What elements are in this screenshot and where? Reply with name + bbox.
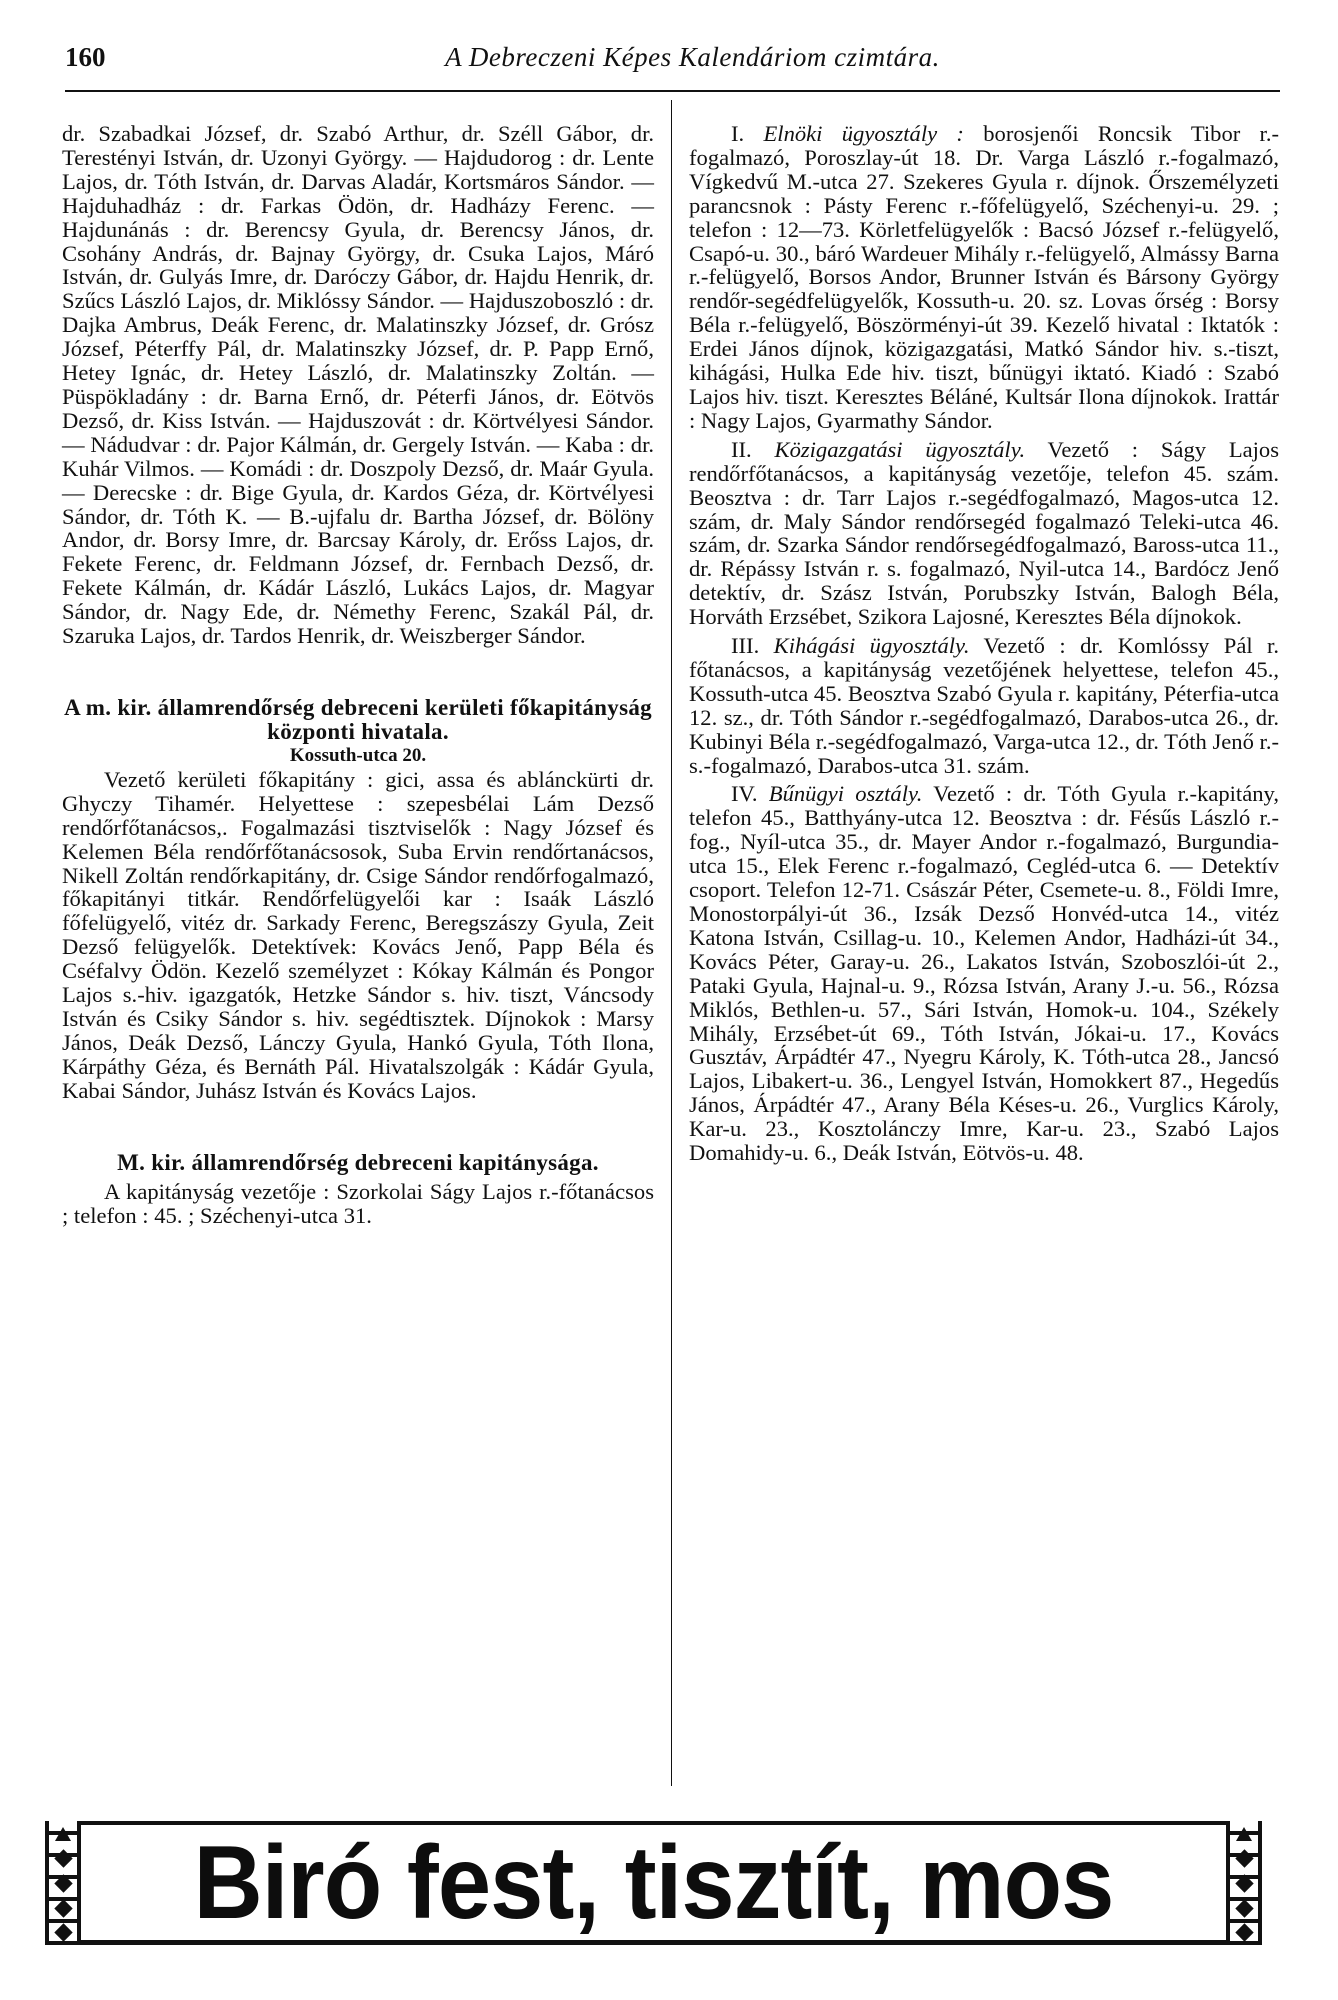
department-name: Elnöki ügyosztály : bbox=[763, 121, 964, 146]
left-column bbox=[62, 122, 654, 1227]
district-lawyers-list: dr. Szabadkai József, dr. Szabó Arthur, dr. Széll Gábor, dr. Terestényi István, dr. Uzonyi György. — Hajdudorog : dr. Lente Lajos, dr. Tóth István, dr. Darvas Aladár, Kortsmáros Sándor. — Hajduhadház : dr. Farkas Ödön, dr. Hadházy Ferenc. — Hajdunánás : dr. Berencsy Gyula, dr. Berencsy János, dr. Csohány András, dr. Bajnay György, dr. Csuka Lajos, Máró István, dr. Gulyás Imre, dr. Daróczy Gábor, dr. Hajdu Henrik, dr. Szűcs László Lajos, dr. Miklóssy Sándor. — Hajduszoboszló : dr. Dajka Ambrus, Deák Ferenc, dr. Malatinszky József, dr. Grósz József, Péterffy Pál, dr. Malatinszky József, dr. P. Papp Ernő, Hetey Ignác, dr. Hetey László, dr. Malatinszky Zoltán. — Püspökladány : dr. Barna Ernő, dr. Péterfi János, dr. Eötvös Dezső, dr. Kiss István. — Hajduszovát : dr. Körtvélyesi Sándor. — Nádudvar : dr. Pajor Kálmán, dr. Gergely István. — Kaba : dr. Kuhár Vilmos. — Komádi : dr. Doszpoly Dezső, dr. Maár Gyula. — Derecske : dr. Bige Gyula, dr. Kardos Géza, dr. Körtvélyesi Sándor, dr. Tóth K. — B.-ujfalu dr. Bartha József, dr. Bölöny Andor, dr. Borsy Imre, dr. Barcsay Károly, dr. Erőss Lajos, dr. Fekete Ferenc, dr. Feldmann József, dr. Fernbach Dezső, dr. Fekete Kálmán, dr. Kádár László, Lukács Lajos, dr. Magyar Sándor, dr. Nagy Ede, dr. Némethy Ferenc, Szakál Pál, dr. Szaruka Lajos, dr. Tardos Henrik, dr. Weiszberger Sándor. bbox=[62, 121, 654, 649]
department-administrative bbox=[689, 438, 1279, 629]
folk-ornament-icon bbox=[45, 1821, 81, 1945]
running-title: A Debreczeni Képes Kalendáriom czimtára. bbox=[445, 42, 940, 72]
department-body: borosjenői Roncsik Tibor r.-fogalmazó, Poroszlay-út 18. Dr. Varga László r.-fogalmazó, Vígkedvű M.-utca 27. Szekeres Gyula r. díjnok. Őrszemélyzeti parancsnok : Pásty Ferenc r.-főfelügyelő, Széchenyi-u. 29. ; telefon : 12—73. Körletfelügyelők : Bacsó József r.-felügyelő, Csapó-u. 30., báró Wardeuer Mihály r.-felügyelő, Almássy Barna r.-felügyelő, Borsos Andor, Brunner István és Bársony György rendőr-segédfelügyelők, Kossuth-u. 20. sz. Lovas őrség : Borsy Béla r.-felügyelő, Böszörményi-út 39. Kezelő hivatal : Iktatók : Erdei János díjnok, közigazgatási, Matkó Sándor hiv. s.-tiszt, kihágási, Hulka Ede hiv. tiszt, bűnügyi iktató. Kiadó : Szabó Lajos hiv. tiszt. Keresztes Béláné, Kultsár Ilona díjnokok. Irattár : Nagy Lajos, Gyarmathy Sándor. bbox=[689, 121, 1279, 433]
department-body: Vezető : dr. Komlóssy Pál r. főtanácsos, a kapitányság vezetőjének helyettese, telefon 45., Kossuth-utca 45. Beosztva Szabó Gyula r. kapitány, Péterfia-utca 12. sz., dr. Tóth Sándor r.-segédfogalmazó, Darabos-utca 26., dr. Kubinyi Béla r.-segédfogalmazó, Varga-utca 12., dr. Tóth Jenő r.-s.-fogalmazó, Darabos-utca 31. szám. bbox=[689, 633, 1279, 778]
department-misdemeanor bbox=[689, 634, 1279, 777]
department-criminal bbox=[689, 782, 1279, 1165]
spacer bbox=[62, 648, 654, 696]
advertisement-text: Biró fest, tisztít, mos bbox=[193, 1825, 1114, 1941]
department-number: IV. bbox=[731, 781, 758, 807]
department-name: Bűnügyi osztály. bbox=[768, 781, 923, 807]
department-name: Közigazgatási ügyosztály. bbox=[774, 436, 1026, 462]
header-rule bbox=[65, 90, 1280, 92]
spacer bbox=[62, 1103, 654, 1151]
central-office-staff: Vezető kerületi főkapitány : gici, assa és ablánckürti dr. Ghyczy Tihamér. Helyettese : szepesbélai Lám Dezső rendőrfőtanácsos,. Fogalmazási tisztviselők : Nagy József és Kelemen Béla rendőrfőtanácsosok, Suba Ervin rendőrtanácsos, Nikell Zoltán rendőrkapitány, dr. Csige Sándor rendőrfogalmazó, főkapitányi titkár. Rendőrfelügyelői kar : Isaák László főfelügyelő, vitéz dr. Sarkady Ferenc, Beregszászy Gyula, Zeit Dezső felügyelők. Detektívek: Kovács Jenő, Papp Béla és Cséfalvy Ödön. Kezelő személyzet : Kókay Kálmán és Pongor Lajos s.-hiv. igazgatók, Hetzke Sándor s. hiv. tiszt, Váncsody István és Csiky Sándor s. hiv. segédtisztek. Díjnokok : Marsy János, Deák Dezső, Lánczy Gyula, Hankó Gyula, Tóth Ilona, Kárpáthy Géza, és Bernáth Pál. Hivatalszolgák : Kádár Gyula, Kabai Sándor, Juhász István és Kovács Lajos. bbox=[62, 766, 654, 1103]
central-office-address: Kossuth-utca 20. bbox=[289, 744, 427, 766]
department-number: I. bbox=[731, 121, 745, 146]
section-heading-central-office: A m. kir. államrendőrség debreceni kerületi főkapitányság központi hivatala. bbox=[64, 694, 652, 744]
page-header bbox=[65, 42, 1280, 92]
department-body: Vezető : dr. Tóth Gyula r.-kapitány, telefon 45., Batthyány-utca 12. Beosztva : dr. Fésűs László r.-fog., Nyíl-utca 35., dr. Mayer Andor r.-fogalmazó, Burgundia-utca 15., Elek Ferenc r.-fogalmazó, Cegléd-utca 6. — Detektív csoport. Telefon 12-71. Császár Péter, Csemete-u. 8., Földi Imre, Monostorpályi-út 36., Izsák Dezső Honvéd-utca 14., vitéz Katona István, Csillag-u. 10., Kelemen Andor, Hadházi-út 34., Kovács Péter, Garay-u. 26., Lakatos István, Szoboszlói-út 2., Pataki Gyula, Hajnal-u. 9., Rózsa István, Arany J.-u. 56., Rózsa Miklós, Bethlen-u. 57., Sári István, Homok-u. 104., Székely Mihály, Erzsébet-út 69., Tóth István, Jókai-u. 17., Kovács Gusztáv, Árpádtér 47., Nyegru Károly, K. Tóth-utca 28., Jancsó Lajos, Libakert-u. 36., Lengyel István, Homokkert 87., Hegedűs János, Árpádtér 47., Arany Béla Késes-u. 26., Vurglics Károly, Kar-u. 23., Kosztolánczy Imre, Kar-u. 23., Szabó Lajos Domahidy-u. 6., Deák István, Eötvös-u. 48. bbox=[689, 781, 1279, 1166]
folk-ornament-icon bbox=[1226, 1821, 1262, 1945]
section-heading-captaincy: M. kir. államrendőrség debreceni kapitánysága. bbox=[117, 1149, 599, 1175]
column-divider bbox=[671, 100, 672, 1786]
captaincy-leader: A kapitányság vezetője : Szorkolai Ságy Lajos r.-főtanácsos ; telefon : 45. ; Széchenyi-utca 31. bbox=[62, 1178, 654, 1228]
department-number: II. bbox=[731, 436, 752, 462]
advertisement-banner bbox=[45, 1821, 1262, 1945]
department-body: Vezető : Ságy Lajos rendőrfőtanácsos, a kapitányság vezetője, telefon 45. szám. Beosztva : dr. Tarr Lajos r.-segédfogalmazó, Magos-utca 12. szám, dr. Maly Sándor rendőrsegéd fogalmazó Teleki-utca 46. szám, dr. Szarka Sándor rendőrsegédfogalmazó, Baross-utca 11., dr. Répássy István r. s. fogalmazó, Nyil-utca 14., Bardócz Jenő detektív, dr. Szász István, Porubszky István, Balogh Béla, Horváth Erzsébet, Szikora Lajosné, Keresztes Béla díjnokok. bbox=[689, 436, 1280, 630]
department-number: III. bbox=[731, 633, 760, 659]
right-column bbox=[689, 122, 1279, 1165]
page-number: 160 bbox=[65, 42, 106, 72]
department-presidential bbox=[689, 122, 1279, 433]
department-name: Kihágási ügyosztály. bbox=[773, 633, 970, 659]
